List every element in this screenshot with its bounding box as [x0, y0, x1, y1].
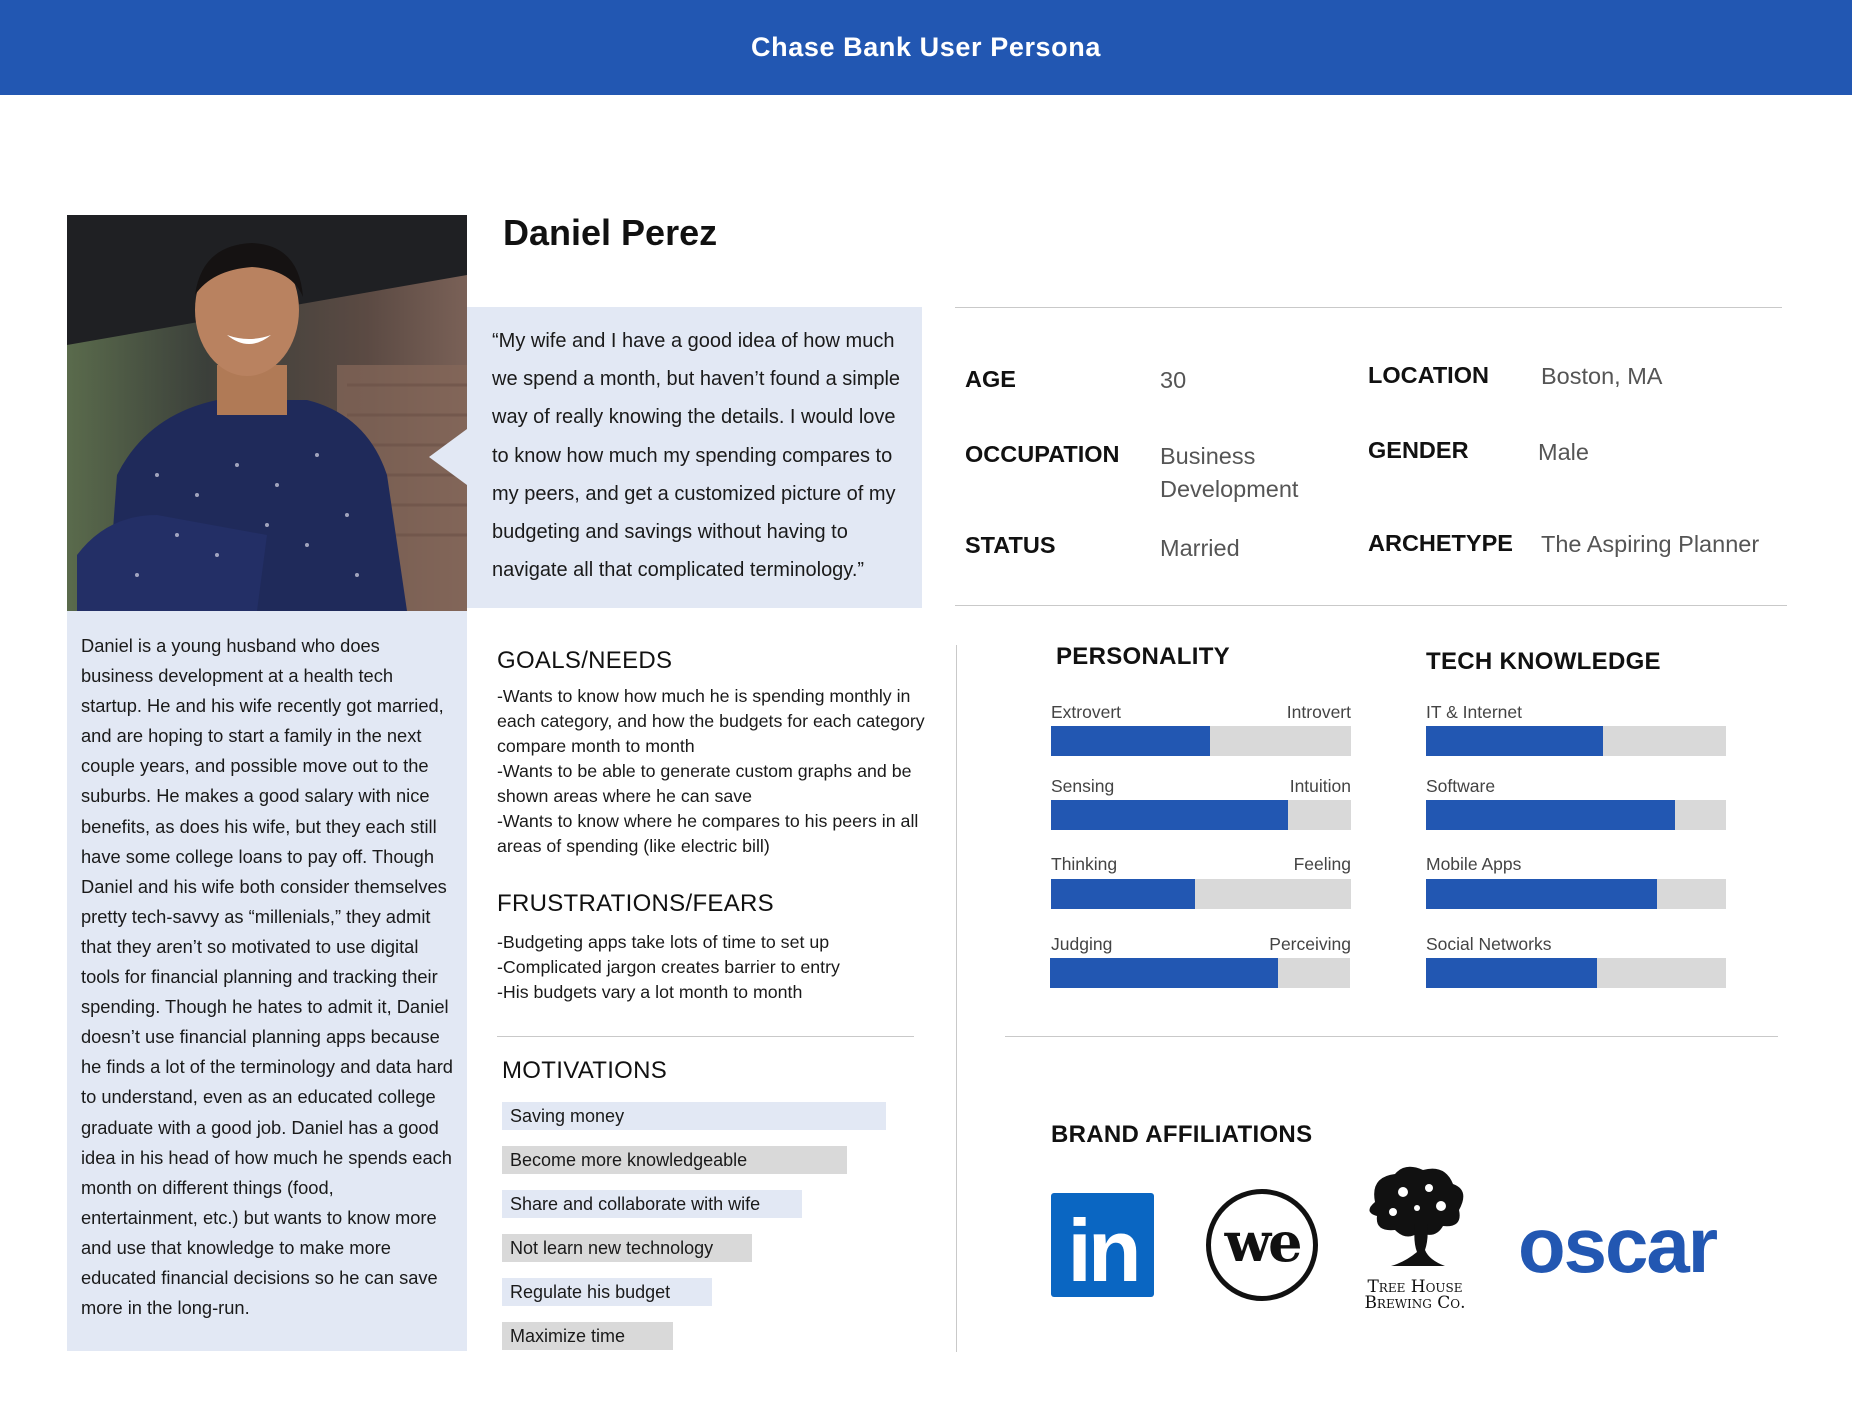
goals-title: GOALS/NEEDS — [497, 647, 673, 674]
trait-left-label: Sensing — [1051, 776, 1115, 796]
tech-label: IT & Internet — [1426, 702, 1522, 722]
divider — [1005, 1036, 1778, 1037]
tech-label: Social Networks — [1426, 934, 1552, 954]
oscar-logo — [1518, 1201, 1717, 1289]
frustrations-item: -Budgeting apps take lots of time to set up — [497, 932, 830, 952]
tech-title: TECH KNOWLEDGE — [1426, 648, 1661, 675]
treehouse-logo-line-2: Brewing Co. — [1364, 1293, 1466, 1313]
motivation-label: Become more knowledgeable — [510, 1150, 748, 1170]
trait-right-label: Intuition — [1289, 776, 1351, 796]
occupation-value-line-1: Business — [1160, 443, 1256, 469]
wework-logo-text: we — [1224, 1210, 1300, 1274]
tech-label: Mobile Apps — [1426, 854, 1522, 874]
goals-item: -Wants to know how much he is spending monthly in each category, and how the budgets for each category compare month to month — [497, 686, 925, 756]
divider — [955, 605, 1787, 606]
gender-value: Male — [1538, 439, 1589, 465]
trait-left-label: Extrovert — [1051, 702, 1122, 722]
age-label: AGE — [965, 366, 1016, 392]
quote-pointer — [429, 429, 467, 485]
frustrations-list — [497, 930, 937, 1005]
goals-list — [497, 684, 937, 859]
tech-meter — [1426, 800, 1726, 830]
tech-label: Software — [1426, 776, 1496, 796]
motivation-label: Regulate his budget — [510, 1282, 671, 1302]
quote-panel — [467, 307, 922, 608]
location-value: Boston, MA — [1541, 363, 1663, 389]
motivation-bar — [502, 1190, 802, 1218]
trait-left-label: Judging — [1051, 934, 1113, 954]
motivation-label: Share and collaborate with wife — [510, 1194, 761, 1214]
tree-icon — [1355, 1162, 1475, 1274]
meter-fill — [1426, 800, 1675, 830]
location-label: LOCATION — [1368, 362, 1489, 388]
personality-meter — [1051, 800, 1351, 830]
meter-fill — [1050, 958, 1278, 988]
divider — [497, 1036, 914, 1037]
meter-fill — [1426, 958, 1597, 988]
meter-fill — [1051, 800, 1288, 830]
persona-photo — [67, 215, 467, 611]
trait-left-label: Thinking — [1051, 854, 1118, 874]
persona-name: Daniel Perez — [503, 212, 718, 253]
meter-fill — [1051, 726, 1210, 756]
goals-item: -Wants to know where he compares to his peers in all areas of spending (like electric bill) — [497, 811, 919, 856]
occupation-label: OCCUPATION — [965, 441, 1120, 467]
occupation-value — [1160, 440, 1298, 506]
frustrations-title: FRUSTRATIONS/FEARS — [497, 890, 774, 917]
personality-title: PERSONALITY — [1056, 643, 1230, 670]
linkedin-logo-text: in — [1067, 1201, 1138, 1297]
bio-text: Daniel is a young husband who does business development at a health tech startup. He and his wife recently got married, and are hoping to start a family in the next couple years, and possible move out to the suburbs. He makes a good salary with nice benefits, as does his wife, but they each still have some college loans to pay off. Though Daniel and his wife both consider themselves pretty tech-savvy as “millenials,” they admit that they aren’t so motivated to use digital tools for financial planning and tracking their spending. Though he hates to admit it, Daniel doesn’t use financial planning apps because he finds a lot of the terminology and data hard to understand, even as an educated college graduate with a good job. Daniel has a good idea in his head of how much he spends each month on different things (food, entertainment, etc.) but wants to know more and use that knowledge to make more educated financial decisions so he can save more in the long-run. — [81, 635, 453, 1319]
frustrations-item: -His budgets vary a lot month to month — [497, 982, 803, 1002]
status-label: STATUS — [965, 532, 1056, 558]
treehouse-logo — [1355, 1162, 1475, 1312]
motivation-bar — [502, 1146, 847, 1174]
treehouse-logo-line-1: Tree House — [1367, 1277, 1463, 1297]
divider — [955, 307, 1782, 308]
motivation-label: Saving money — [510, 1106, 625, 1126]
archetype-value: The Aspiring Planner — [1541, 531, 1760, 557]
trait-right-label: Feeling — [1293, 854, 1351, 874]
tech-meter — [1426, 726, 1726, 756]
persona-photo-image — [67, 215, 467, 611]
wework-logo — [1206, 1189, 1318, 1301]
personality-meter — [1051, 879, 1351, 909]
page-header — [0, 0, 1852, 95]
status-value: Married — [1160, 535, 1240, 561]
meter-fill — [1426, 879, 1657, 909]
tech-meter — [1426, 879, 1726, 909]
motivation-label: Maximize time — [510, 1326, 626, 1346]
trait-right-label: Introvert — [1286, 702, 1351, 722]
meter-fill — [1426, 726, 1603, 756]
tech-meter — [1426, 958, 1726, 988]
motivation-bar — [502, 1322, 673, 1350]
column-divider — [956, 645, 957, 1352]
archetype-label: ARCHETYPE — [1368, 530, 1513, 556]
motivation-label: Not learn new technology — [510, 1238, 714, 1258]
linkedin-logo — [1051, 1193, 1154, 1297]
page-title: Chase Bank User Persona — [751, 32, 1101, 62]
personality-meter — [1051, 726, 1351, 756]
motivation-bar — [502, 1278, 712, 1306]
motivation-bar — [502, 1102, 886, 1130]
personality-meter — [1050, 958, 1350, 988]
age-value: 30 — [1160, 367, 1187, 393]
persona-quote: “My wife and I have a good idea of how much we spend a month, but haven’t found a simple way of really knowing the details. I would love to know how much my spending compares to my peers, and get a customized picture of my budgeting and savings without having to navigate all that complicated terminology.” — [492, 330, 901, 582]
motivation-bar — [502, 1234, 752, 1262]
brands-title: BRAND AFFILIATIONS — [1051, 1121, 1313, 1148]
gender-label: GENDER — [1368, 437, 1469, 463]
occupation-value-line-2: Development — [1160, 476, 1299, 502]
motivations-title: MOTIVATIONS — [502, 1057, 668, 1084]
oscar-logo-text: oscar — [1518, 1201, 1717, 1289]
goals-item: -Wants to be able to generate custom graphs and be shown areas where he can save — [497, 761, 912, 806]
bio-panel — [67, 611, 467, 1351]
trait-right-label: Perceiving — [1269, 934, 1351, 954]
meter-fill — [1051, 879, 1195, 909]
frustrations-item: -Complicated jargon creates barrier to entry — [497, 957, 840, 977]
